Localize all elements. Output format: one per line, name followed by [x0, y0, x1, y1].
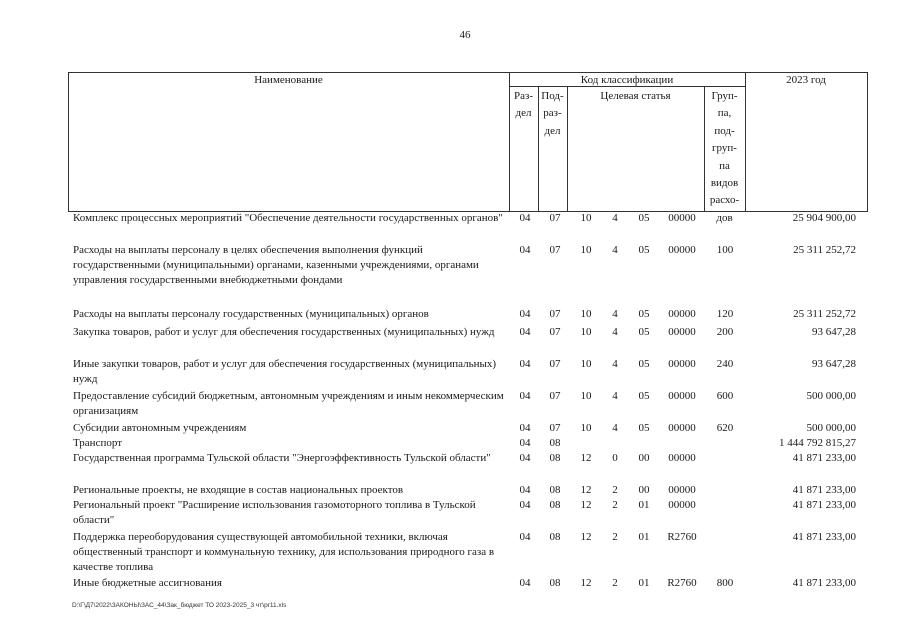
row-target-direction: 00000 [668, 499, 696, 511]
header-year: 2023 год [786, 74, 826, 86]
row-target-structure: 00 [638, 452, 650, 464]
row-group: 200 [716, 326, 734, 338]
row-amount: 41 871 233,00 [792, 499, 856, 511]
row-razdel: 04 [519, 499, 531, 511]
row-podrazdel: 08 [549, 437, 561, 449]
row-razdel: 04 [519, 244, 531, 256]
row-target-type: 2 [612, 499, 618, 511]
row-razdel: 04 [519, 452, 531, 464]
row-target-structure: 05 [638, 244, 650, 256]
row-podrazdel: 07 [549, 212, 561, 224]
row-podrazdel: 08 [549, 452, 561, 464]
row-podrazdel: 07 [549, 308, 561, 320]
row-name: Закупка товаров, работ и услуг для обеспечения государственных (муниципальных) нужд [73, 326, 495, 338]
row-name: Расходы на выплаты персоналу государственных (муниципальных) органов [73, 308, 429, 320]
header-podrazdel: Под- раз- дел [541, 90, 564, 137]
row-amount: 41 871 233,00 [792, 452, 856, 464]
row-group: 620 [716, 422, 734, 434]
row-target-program: 10 [580, 326, 592, 338]
row-amount: 41 871 233,00 [792, 484, 856, 496]
row-podrazdel: 08 [549, 577, 561, 589]
row-target-direction: 00000 [668, 244, 696, 256]
row-amount: 41 871 233,00 [792, 577, 856, 589]
row-target-direction: 00000 [668, 326, 696, 338]
row-razdel: 04 [519, 212, 531, 224]
row-name: Комплекс процессных мероприятий "Обеспечение деятельности государственных органов" [73, 212, 503, 224]
row-group: 600 [716, 390, 734, 402]
row-razdel: 04 [519, 531, 531, 543]
row-target-direction: R2760 [667, 577, 697, 589]
header-name: Наименование [254, 74, 323, 86]
row-amount: 93 647,28 [812, 358, 856, 370]
row-target-direction: 00000 [668, 484, 696, 496]
row-target-type: 4 [612, 244, 618, 256]
row-target-structure: 01 [638, 531, 650, 543]
row-target-program: 12 [580, 499, 592, 511]
row-target-type: 2 [612, 577, 618, 589]
row-razdel: 04 [519, 326, 531, 338]
row-target-type: 0 [612, 452, 618, 464]
row-target-type: 4 [612, 422, 618, 434]
row-name: Расходы на выплаты персоналу в целях обеспечения выполнения функций государственными (муниципальными) органами, казенными учреждениями, органами управления государственными внебюджетными фондами [73, 244, 479, 286]
row-name: Поддержка переоборудования существующей автомобильной техники, включая общественный транспорт и коммунальную технику, для использования природного газа в качестве топлива [73, 531, 495, 573]
row-target-type: 4 [612, 326, 618, 338]
row-podrazdel: 07 [549, 358, 561, 370]
row-target-direction: 00000 [668, 390, 696, 402]
row-target-direction: 00000 [668, 452, 696, 464]
row-amount: 25 311 252,72 [793, 308, 856, 320]
row-group: 800 [716, 577, 734, 589]
row-target-program: 12 [580, 577, 592, 589]
row-target-type: 4 [612, 358, 618, 370]
row-target-structure: 01 [638, 577, 650, 589]
row-target-program: 10 [580, 422, 592, 434]
file-path-footer: D:\Г\Д7\2022\ЗАКОНЫ\ЗАС_44\Зак_бюджет ТО 2023-2025_3 чт\pr11.xls [72, 602, 287, 609]
row-amount: 1 444 792 815,27 [779, 437, 856, 449]
row-target-structure: 05 [638, 308, 650, 320]
row-target-direction: 00000 [668, 358, 696, 370]
row-name: Государственная программа Тульской области "Энергоэффективность Тульской области" [73, 452, 491, 464]
row-name: Региональный проект "Расширение использования газомоторного топлива в Тульской области" [73, 499, 476, 526]
row-razdel: 04 [519, 422, 531, 434]
row-target-direction: 00000 [668, 422, 696, 434]
row-name: Субсидии автономным учреждениям [73, 422, 247, 434]
row-target-type: 4 [612, 308, 618, 320]
row-amount: 25 904 900,00 [792, 212, 856, 224]
row-podrazdel: 07 [549, 244, 561, 256]
row-razdel: 04 [519, 358, 531, 370]
row-target-direction: 00000 [668, 308, 696, 320]
row-amount: 41 871 233,00 [792, 531, 856, 543]
row-target-structure: 00 [638, 484, 650, 496]
row-name: Иные закупки товаров, работ и услуг для обеспечения государственных (муниципальных) нужд [73, 358, 497, 385]
row-target-program: 10 [580, 308, 592, 320]
row-target-structure: 01 [638, 499, 650, 511]
row-amount: 500 000,00 [806, 422, 856, 434]
row-group: 240 [716, 358, 734, 370]
row-amount: 500 000,00 [806, 390, 856, 402]
row-podrazdel: 08 [549, 484, 561, 496]
row-target-structure: 05 [638, 422, 650, 434]
row-name: Иные бюджетные ассигнования [73, 577, 222, 589]
header-target: Целевая статья [600, 90, 671, 102]
row-podrazdel: 08 [549, 531, 561, 543]
row-target-structure: 05 [638, 390, 650, 402]
page-number: 46 [459, 29, 471, 41]
row-razdel: 04 [519, 577, 531, 589]
row-target-type: 4 [612, 390, 618, 402]
row-amount: 93 647,28 [812, 326, 856, 338]
row-razdel: 04 [519, 390, 531, 402]
row-name: Предоставление субсидий бюджетным, автономным учреждениям и иным некоммерческим организациям [73, 390, 504, 417]
row-target-direction: 00000 [668, 212, 696, 224]
row-razdel: 04 [519, 437, 531, 449]
row-amount: 25 311 252,72 [793, 244, 856, 256]
row-target-type: 2 [612, 484, 618, 496]
row-name: Транспорт [73, 437, 123, 449]
row-target-program: 10 [580, 390, 592, 402]
row-target-structure: 05 [638, 326, 650, 338]
row-target-program: 12 [580, 531, 592, 543]
row-podrazdel: 07 [549, 390, 561, 402]
row-group: 100 [716, 244, 734, 256]
header-group: Груп- па, под- груп- па видов расхо- дов [709, 90, 740, 224]
row-razdel: 04 [519, 308, 531, 320]
header-razdel: Раз- дел [513, 90, 533, 120]
row-target-program: 10 [580, 212, 592, 224]
row-podrazdel: 07 [549, 422, 561, 434]
header-code: Код классификации [580, 74, 674, 86]
row-razdel: 04 [519, 484, 531, 496]
row-target-type: 4 [612, 212, 618, 224]
row-target-direction: R2760 [667, 531, 697, 543]
row-target-structure: 05 [638, 212, 650, 224]
row-target-program: 12 [580, 452, 592, 464]
row-target-structure: 05 [638, 358, 650, 370]
row-target-program: 10 [580, 244, 592, 256]
row-podrazdel: 08 [549, 499, 561, 511]
row-target-program: 10 [580, 358, 592, 370]
row-name: Региональные проекты, не входящие в состав национальных проектов [73, 484, 404, 496]
row-podrazdel: 07 [549, 326, 561, 338]
row-target-type: 2 [612, 531, 618, 543]
row-target-program: 12 [580, 484, 592, 496]
row-group: 120 [716, 308, 734, 320]
